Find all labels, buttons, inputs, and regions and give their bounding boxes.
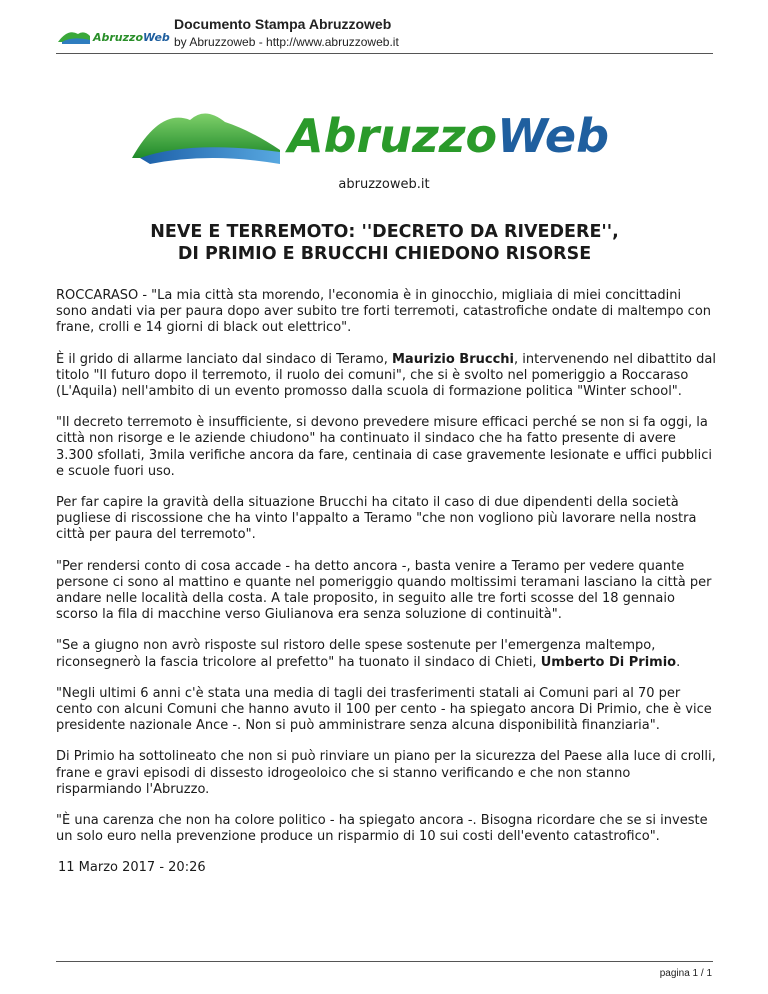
paragraph-1: ROCCARASO - "La mia città sta morendo, l'economia è in ginocchio, migliaia di miei concittadini sono andati via per paura dopo aver subito tre forti terremoti, catastrofiche ondate di maltempo con frane, crolli e 14 giorni di black out elettrico". <box>56 288 712 336</box>
article-title-line-2: DI PRIMIO E BRUCCHI CHIEDONO RISORSE <box>177 244 592 264</box>
article-body <box>56 288 716 876</box>
mountain-logo-icon <box>56 22 170 48</box>
logo-word-web: Web <box>497 109 610 163</box>
page-number: pagina 1 / 1 <box>659 968 712 979</box>
paragraph-2 <box>56 352 716 401</box>
small-logo-word-web: Web <box>143 31 170 44</box>
paragraph-2-text-a: È il grido di allarme lanciato dal sindaco di Teramo, <box>56 351 392 367</box>
paragraph-9: "È una carenza che non ha colore politico - ha spiegato ancora -. Bisogna ricordare che se si investe un solo euro nella prevenzione produce un risparmio di 10 sui costi dell'evento catastrofico". <box>56 813 708 845</box>
paragraph-7: "Negli ultimi 6 anni c'è stata una media di tagli dei trasferimenti statali ai Comuni pari al 70 per cento con alcuni Comuni che hanno avuto il 100 per cento - ha spiegato ancora Di Primio, che è vice presidente nazionale Ance -. Non si può amministrare senza alcuna disponibilità finanziaria". <box>56 685 712 734</box>
footer-divider <box>56 961 713 962</box>
paragraph-8: Di Primio ha sottolineato che non si può rinviare un piano per la sicurezza del Paese alla luce di crolli, frane e gravi episodi di dissesto idrogeoloico che si stanno verificando e che non stanno risparmiando l'Abruzzo. <box>56 749 716 797</box>
paragraph-5: "Per rendersi conto di cosa accade - ha detto ancora -, basta venire a Teramo per vedere quante persone ci sono al mattino e quante nel pomeriggio quando moltissimi teramani lasciano la città per andare nelle località della costa. A tale proposito, in seguito alle tre forti scosse del 18 gennaio scorso la fila di macchine verso Giulianova era senza soluzione di continuità". <box>56 558 712 623</box>
article-title <box>56 221 713 265</box>
paragraph-3: "Il decreto terremoto è insufficiente, si devono prevedere misure efficaci perché se non si fa oggi, la città non risorge e le aziende chiudono" ha continuato il sindaco che ha fatto presente di avere 3.300 sfollati, 3mila verifiche ancora da fare, centinaia di case gravemente lesionate e uffici pubblici e scuole fuori uso. <box>56 415 712 479</box>
site-name: abruzzoweb.it <box>338 177 430 192</box>
article-title-line-1: NEVE E TERREMOTO: ''DECRETO DA RIVEDERE'', <box>150 222 619 242</box>
person-name-brucchi: Maurizio Brucchi <box>392 351 515 367</box>
small-logo-word-abruzzo: Abruzzo <box>93 31 144 44</box>
abruzzoweb-logo <box>130 100 640 170</box>
mountain-logo-icon <box>130 100 640 170</box>
logo-word-abruzzo: Abruzzo <box>288 109 498 163</box>
abruzzoweb-small-logo <box>56 22 170 48</box>
paragraph-6-text-a: "Se a giugno non avrò risposte sul ristoro delle spese sostenute per l'emergenza maltempo, riconsegnerò la fascia tricolore al prefetto" ha tuonato il sindaco di Chieti, <box>56 638 656 670</box>
paragraph-4: Per far capire la gravità della situazione Brucchi ha citato il caso di due dipendenti della società pugliese di riscossione che ha vinto l'appalto a Teramo "che non vogliono più lavorare nella nostra città per paura del terremoto". <box>56 495 697 543</box>
publish-date: 11 Marzo 2017 - 20:26 <box>58 860 206 876</box>
header-divider <box>56 53 713 54</box>
svg-text:AbruzzoWeb <box>92 31 170 44</box>
document-header <box>56 14 713 54</box>
paragraph-6 <box>56 638 716 670</box>
header-subtitle: by Abruzzoweb - http://www.abruzzoweb.it <box>174 35 399 49</box>
paragraph-6-text-b: . <box>676 654 681 670</box>
paragraph-2-text-b: , intervenendo nel dibattito dal titolo "Il futuro dopo il terremoto, il ruolo dei comuni", che si è svolto nel pomeriggio a Roccaraso (L'Aquila) nell'ambito di un evento promosso dalla scuola di formazione politica "Winter school". <box>56 351 716 400</box>
svg-text:AbruzzoWeb <box>285 109 609 163</box>
person-name-di-primio: Umberto Di Primio <box>540 654 677 670</box>
header-title: Documento Stampa Abruzzoweb <box>174 16 392 32</box>
